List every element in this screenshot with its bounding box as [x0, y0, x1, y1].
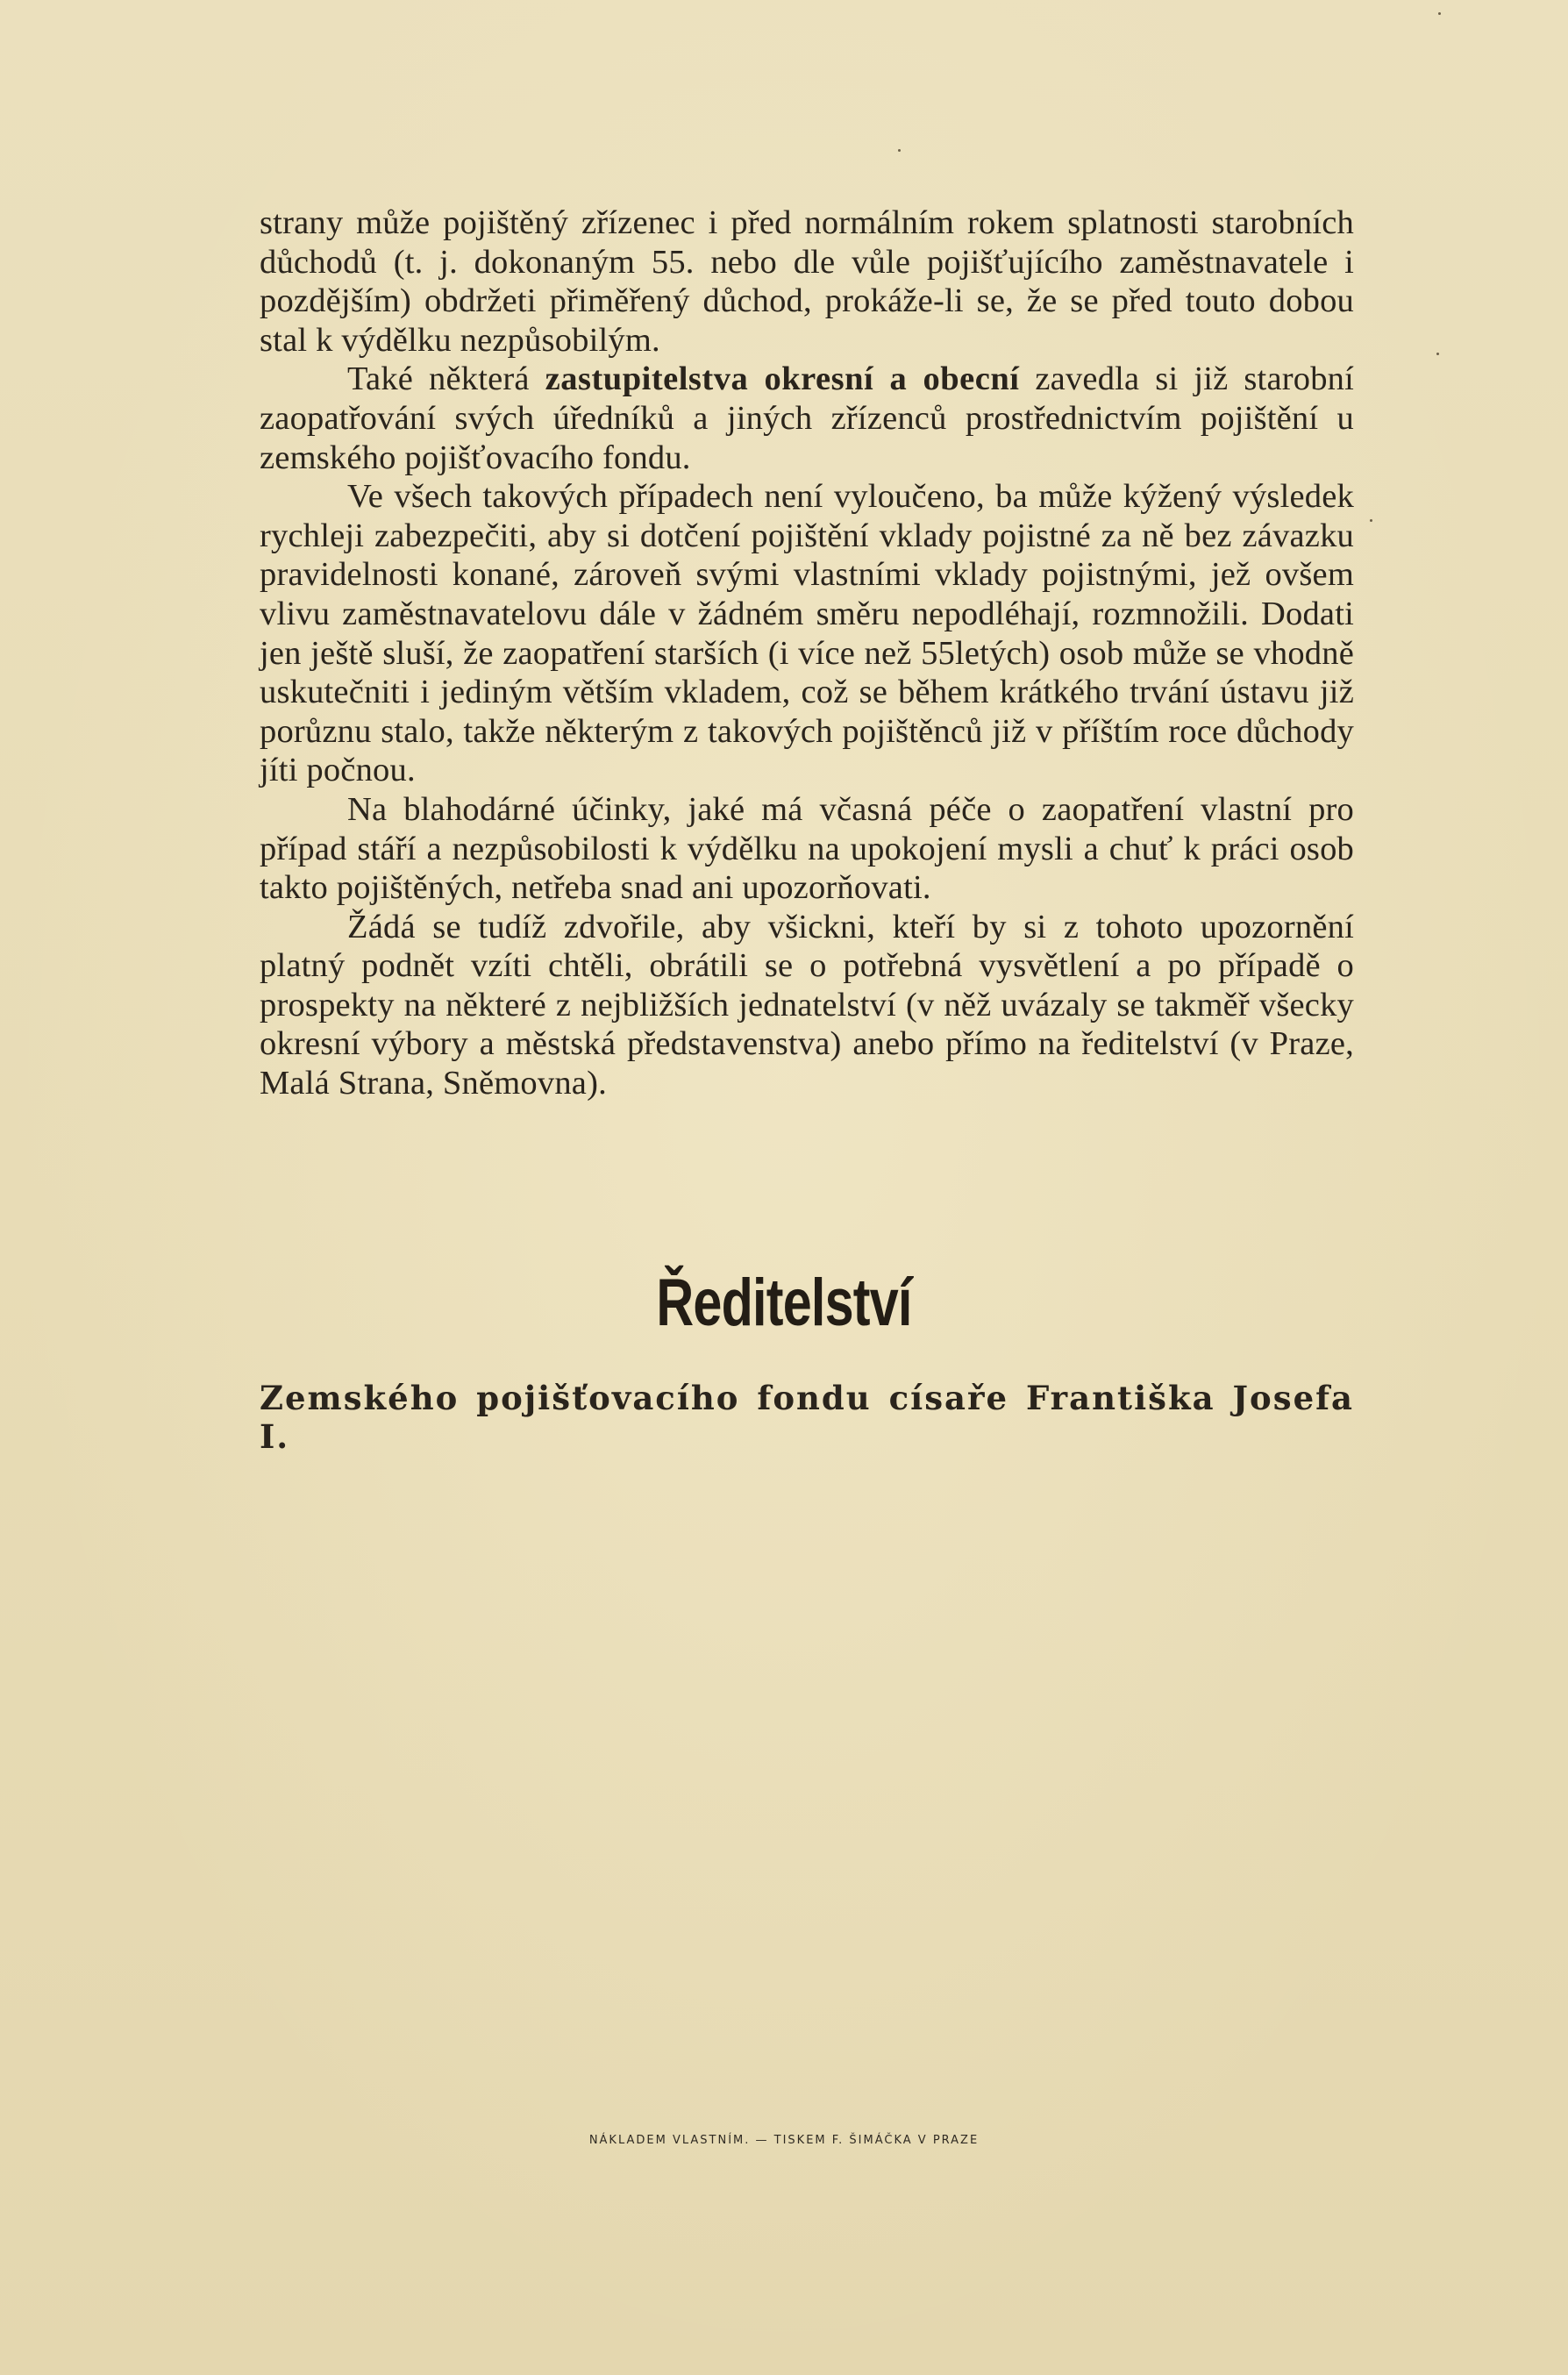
paragraph-text: Žádá se tudíž zdvořile, aby všickni, kteří by si z tohoto upozornění platný podnět vzíti chtěli, obrátili se o potřebná vysvětlení a po případě o prospekty na některé z nejbližších jednatelství (v něž uvázaly se takměř všecky okresní výbory a městská představenstva) anebo přímo na ředitelství (v Praze, Malá Strana, Sněmovna).	[260, 908, 1354, 1102]
emphasized-text: zastupitelstva okresní a obecní	[545, 360, 1020, 398]
paper-speck	[1438, 12, 1441, 15]
organization-name: Zemského pojišťovacího fondu císaře Františka Josefa I.	[260, 1379, 1354, 1456]
body-paragraph	[260, 360, 1354, 477]
body-paragraph	[260, 908, 1354, 1103]
paper-speck	[1370, 519, 1372, 522]
paragraph-text: strany může pojištěný zřízenec i před normálním rokem splatnosti starobních důchodů (t. j. dokonaným 55. nebo dle vůle pojišťujícího zaměstnavatele i pozdějším) obdržeti přiměřený důchod, prokáže-li se, že se před touto dobou stal k výdělku nezpůsobilým.	[260, 204, 1354, 359]
paper-speck	[898, 149, 901, 152]
paragraph-text: Také některá	[347, 360, 545, 398]
body-paragraph	[260, 790, 1354, 908]
paragraph-text: zavedla si již starobní zaopatřování svých úředníků a jiných zřízenců prostřednictvím pojištění u zemského pojišťovacího fondu.	[260, 360, 1355, 476]
body-paragraph	[260, 477, 1354, 790]
signature-heading: Ředitelství	[656, 1266, 912, 1340]
paper-speck	[1436, 353, 1439, 355]
body-text	[260, 203, 1354, 1103]
printer-imprint: NÁKLADEM VLASTNÍM. — TISKEM F. ŠIMÁČKA V PRAZE	[588, 2134, 980, 2147]
paragraph-text: Ve všech takových případech není vyloučeno, ba může kýžený výsledek rychleji zabezpečiti, aby si dotčení pojištění vklady pojistné za ně bez závazku pravidelnosti konané, zároveň svými vlastními vklady pojistnými, jež ovšem vlivu zaměstnavatelovu dále v žádném směru nepodléhají, rozmnožili. Dodati jen ještě sluší, že zaopatření starších (i více než 55letých) osob může se vhodně uskutečniti i jediným větším vkladem, což se během krátkého trvání ústavu již porůznu stalo, takže některým z takových pojištěnců již v příštím roce důchody jíti počnou.	[260, 478, 1354, 789]
body-paragraph	[260, 203, 1354, 360]
paragraph-text: Na blahodárné účinky, jaké má včasná péče o zaopatření vlastní pro případ stáří a nezpůsobilosti k výdělku na upokojení mysli a chuť k práci osob takto pojištěných, netřeba snad ani upozorňovati.	[260, 790, 1354, 907]
